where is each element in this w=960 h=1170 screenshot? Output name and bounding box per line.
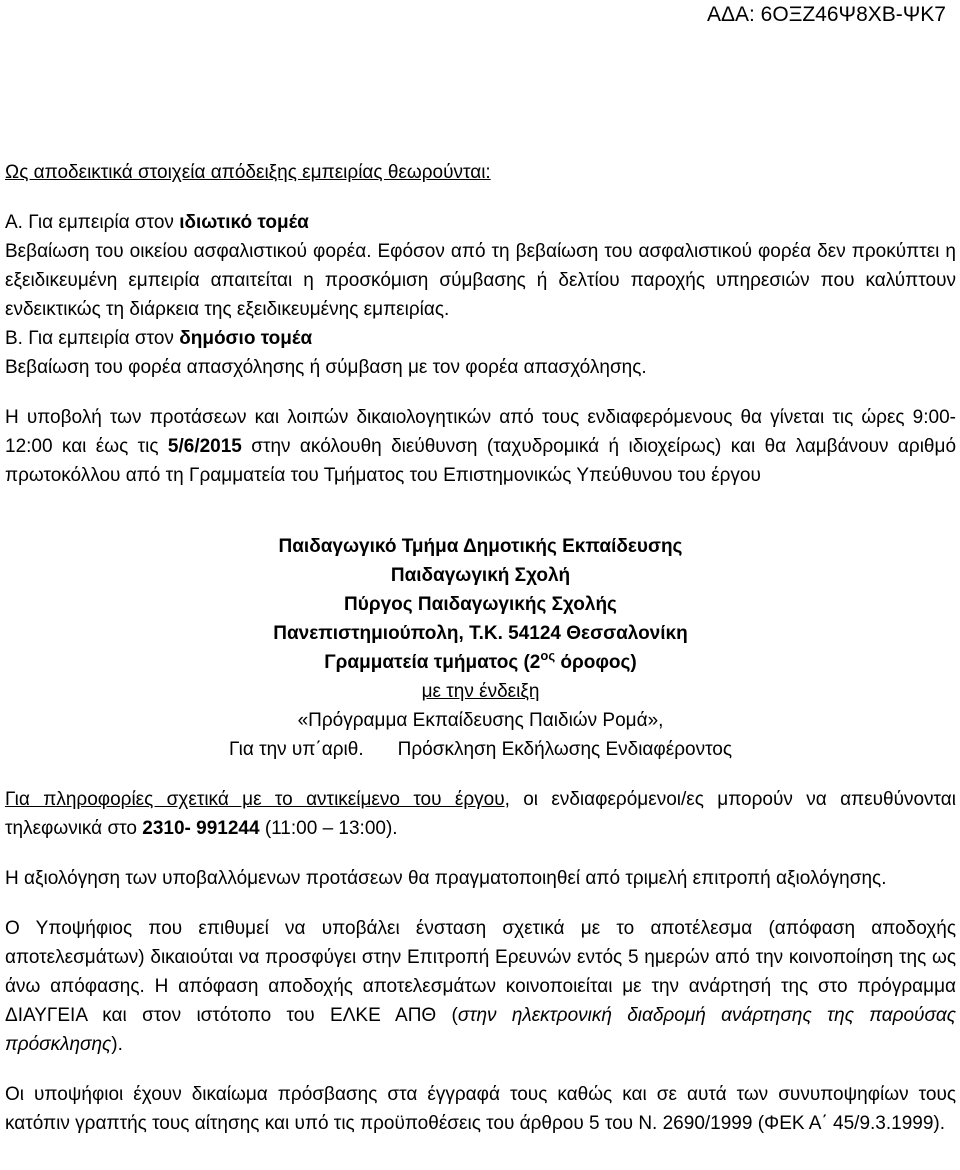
- section-b-text: Βεβαίωση του φορέα απασχόλησης ή σύμβαση με τον φορέα απασχόλησης.: [5, 357, 647, 378]
- address-line-8b: Πρόσκληση Εκδήλωσης Ενδιαφέροντος: [397, 739, 733, 760]
- intro-text: Ως αποδεικτικά στοιχεία απόδειξης εμπειρίας θεωρούνται:: [5, 162, 491, 183]
- address-line-5a: Γραμματεία τμήματος (2: [324, 652, 541, 673]
- info-paragraph: [5, 785, 956, 843]
- submission-part2: στην ακόλουθη διεύθυνση (ταχυδρομικά ή ιδιοχείρως) και θα λαμβάνουν αριθμό πρωτοκόλλου από τη Γραμματεία του Τμήματος του Επιστημονικώς Υπεύθυνου του έργου: [5, 436, 957, 486]
- info-part1: οι ενδιαφερόμενοι/ες μπορούν να απευθύνονται τηλεφωνικά στο: [5, 789, 956, 839]
- evaluation-paragraph: Η αξιολόγηση των υποβαλλόμενων προτάσεων θα πραγματοποιηθεί από τριμελή επιτροπή αξιολόγησης.: [5, 868, 887, 889]
- address-line-1: Παιδαγωγικό Τμήμα Δημοτικής Εκπαίδευσης: [278, 536, 683, 557]
- objection-part1: Ο Υποψήφιος που επιθυμεί να υποβάλει ένσταση σχετικά με το αποτέλεσμα (απόφαση αποδοχής αποτελεσμάτων) δικαιούται να προσφύγει στην Επιτροπή Ερευνών εντός 5 ημερών από την κοινοποίηση της ως άνω απόφασης. Η απόφαση αποδοχής αποτελεσμάτων κοινοποιείται με την ανάρτησή της στο πρόγραμμα ΔΙΑΥΓΕΙΑ και στον ιστότοπο του ΕΛΚΕ ΑΠΘ (: [5, 918, 956, 1026]
- address-line-5b: όροφος): [555, 652, 637, 673]
- submission-paragraph: [5, 403, 956, 490]
- section-b-prefix: Β. Για εμπειρία στον: [5, 328, 180, 349]
- address-line-8: [5, 735, 956, 764]
- section-a-bold: ιδιωτικό τομέα: [179, 212, 309, 233]
- section-a-prefix: Α. Για εμπειρία στον: [5, 212, 180, 233]
- ada-code: ΑΔΑ: 6ΟΞΖ46Ψ8ΧΒ-ΨΚ7: [706, 3, 946, 26]
- info-underlined: Για πληροφορίες σχετικά με το αντικείμενο του έργου,: [5, 789, 510, 810]
- access-paragraph: Οι υποψήφιοι έχουν δικαίωμα πρόσβασης στα έγγραφά τους καθώς και σε αυτά των συνυποψηφίων τους κατόπιν γραπτής τους αίτησης και υπό τις προϋποθέσεις του άρθρου 5 του Ν. 2690/1999 (ΦΕΚ Α΄ 45/9.3.1999).: [5, 1084, 956, 1134]
- submission-part1: Η υποβολή των προτάσεων και λοιπών δικαιολογητικών από τους ενδιαφερόμενους θα γίνεται τις ώρες 9:00-12:00 και έως τις: [5, 407, 956, 457]
- address-line-8a: Για την υπ΄αριθ.: [228, 739, 364, 760]
- address-line-5-sup: ος: [540, 648, 556, 663]
- section-a-text: Βεβαίωση του οικείου ασφαλιστικού φορέα. Εφόσον από τη βεβαίωση του ασφαλιστικού φορέα δεν προκύπτει η εξειδικευμένη εμπειρία απαιτείται η προσκόμιση σύμβασης ή δελτίου παροχής υπηρεσιών που καλύπτουν ενδεικτικώς τη διάρκεια της εξειδικευμένης εμπειρίας.: [5, 241, 956, 320]
- address-line-5: [5, 648, 956, 677]
- address-line-4: Πανεπιστημιούπολη, Τ.Κ. 54124 Θεσσαλονίκη: [273, 623, 688, 644]
- section-a-heading: [5, 208, 956, 237]
- intro-paragraph: [5, 158, 956, 187]
- objection-paragraph: [5, 914, 956, 1059]
- submission-date: 5/6/2015: [167, 436, 242, 457]
- address-line-7: «Πρόγραμμα Εκπαίδευσης Παιδιών Ρομά»,: [297, 710, 664, 731]
- info-phone: 2310- 991244: [142, 818, 260, 839]
- address-line-2: Παιδαγωγική Σχολή: [390, 565, 571, 586]
- address-line-6: [5, 677, 956, 706]
- address-block: [5, 532, 956, 764]
- objection-italic: στην ηλεκτρονική διαδρομή ανάρτησης της παρούσας πρόσκλησης: [5, 1005, 956, 1055]
- section-b-bold: δημόσιο τομέα: [179, 328, 313, 349]
- document-body: [5, 158, 956, 1138]
- address-line-6-text: με την ένδειξη: [421, 681, 540, 702]
- info-part2: (11:00 – 13:00).: [259, 818, 398, 839]
- section-b-heading: [5, 324, 956, 353]
- address-line-3: Πύργος Παιδαγωγικής Σχολής: [344, 594, 617, 615]
- objection-part2: ).: [111, 1034, 123, 1055]
